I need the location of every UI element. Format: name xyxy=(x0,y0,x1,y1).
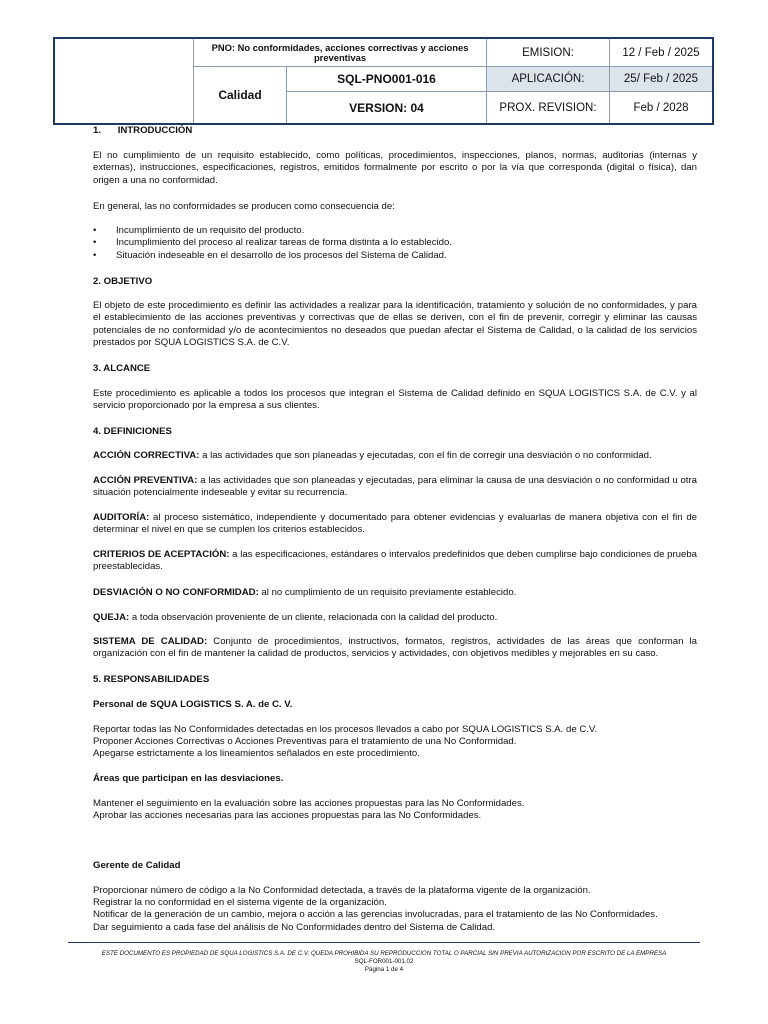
definition-term: CRITERIOS DE ACEPTACIÓN: xyxy=(93,549,230,560)
gerente-line: Notificar de la generación de un cambio, mejora o acción a las gerencias involucradas, para el tratamiento de las No Conformidades. xyxy=(93,909,658,920)
aplicacion-value-cell xyxy=(609,66,712,91)
section-responsabilidades-heading: 5. RESPONSABILIDADES xyxy=(93,674,210,685)
revision-label: PROX. REVISION: xyxy=(499,101,597,114)
definition-term: QUEJA: xyxy=(93,612,130,623)
definition-item xyxy=(93,636,697,661)
department-label: Calidad xyxy=(218,88,262,102)
list-item-text: Incumplimiento de un requisito del producto. xyxy=(116,225,305,236)
definition-term: ACCIÓN CORRECTIVA: xyxy=(93,450,200,461)
definition-text: a las actividades que son planeadas y ejecutadas, para eliminar la causa de una desviación o no conformidad u otra situación potencialmente indeseable y evitar su recurrencia. xyxy=(93,475,697,499)
list-item xyxy=(93,250,452,262)
logo-area xyxy=(55,39,193,123)
footer-page-number: Página 1 de 4 xyxy=(364,966,404,973)
objetivo-paragraph: El objeto de este procedimiento es definir las actividades a realizar para la identificación, tratamiento y solución de no conformidades, y para el establecimiento de las acciones preventivas y correctivas que de ellas se deriven, con el fin de prevenir, corregir y eliminar las causas potenciales de no conformidad y/o de acontecimientos no deseados que puedan afectar el Sistema de Calidad, o la calidad de los servicios prestados por SQUA LOGISTICS S.A. de C.V. xyxy=(93,300,697,349)
version-cell xyxy=(286,91,486,123)
definition-item xyxy=(93,512,697,537)
definition-text: a toda observación proveniente de un cliente, relacionada con la calidad del producto. xyxy=(129,612,498,623)
definition-term: ACCIÓN PREVENTIVA: xyxy=(93,475,198,486)
definition-item xyxy=(93,475,697,500)
revision-label-cell xyxy=(486,91,609,123)
section-objetivo-heading: 2. OBJETIVO xyxy=(93,276,153,287)
emision-value-cell xyxy=(609,39,712,66)
definition-item xyxy=(93,549,697,574)
aplicacion-label-cell xyxy=(486,66,609,91)
gerente-line: Registrar la no conformidad en el sistema vigente de la organización. xyxy=(93,897,387,908)
intro-paragraph-1: El no cumplimiento de un requisito establecido, como políticas, procedimientos, inspecciones, planos, normas, auditorias (internas y externas), instrucciones, especificaciones, registros, emitidos formalmente por escrito o por la vía que corresponda (digital o física), dan origen a una no conformidad. xyxy=(93,150,697,186)
section-definiciones-heading: 4. DEFINICIONES xyxy=(93,426,172,437)
gerente-line: Dar seguimiento a cada fase del análisis de No Conformidades dentro del Sistema de Calidad. xyxy=(93,922,496,933)
footer-notice: ESTE DOCUMENTO ES PROPIEDAD DE SQUA LOGISTICS S.A. DE C.V. QUEDA PROHIBIDA SU REPRODUCCION TOTAL O PARCIAL SIN PREVIA AUTORIZACION POR ESCRITO DE LA EMPRESA xyxy=(101,950,667,957)
definition-text: Conjunto de procedimientos, instructivos, formatos, registros, actividades de las áreas que conforman la organización con el fin de mantener la calidad de productos, servicios y actividades, con objetivos medibles y mejorables en su caso. xyxy=(93,636,697,660)
definition-text: a las actividades que son planeadas y ejecutadas, con el fin de corregir una desviación o no conformidad. xyxy=(199,450,652,461)
footer-form-code: SQL-FOR001-001.02 xyxy=(354,958,414,965)
emision-label: EMISION: xyxy=(522,46,574,59)
list-item-text: Situación indeseable en el desarrollo de los procesos del Sistema de Calidad. xyxy=(116,249,447,261)
definition-term: SISTEMA DE CALIDAD: xyxy=(93,636,208,647)
aplicacion-value: 25/ Feb / 2025 xyxy=(623,73,699,85)
revision-value: Feb / 2028 xyxy=(633,101,689,114)
bullet-icon: • xyxy=(93,225,97,236)
gerente-line: Proporcionar número de código a la No Conformidad detectada, a través de la plataforma vigente de la organización. xyxy=(93,885,591,896)
section-intro-title: INTRODUCCIÓN xyxy=(117,125,193,136)
aplicacion-label: APLICACIÓN: xyxy=(511,73,585,85)
bullet-icon: • xyxy=(93,249,97,261)
list-item-text: Incumplimiento del proceso al realizar tareas de forma distinta a lo establecido. xyxy=(116,237,452,249)
definition-item xyxy=(93,587,697,599)
document-title-text: PNO: No conformidades, acciones correctivas y acciones preventivas xyxy=(211,41,469,63)
definition-text: al no cumplimiento de un requisito previamente establecido. xyxy=(258,587,517,598)
areas-line: Mantener el seguimiento en la evaluación sobre las acciones propuestas para las No Conformidades. xyxy=(93,798,525,809)
personal-subheading: Personal de SQUA LOGISTICS S. A. de C. V. xyxy=(93,699,293,710)
definition-term: AUDITORÍA: xyxy=(93,512,150,523)
list-item xyxy=(93,225,452,237)
intro-paragraph-2: En general, las no conformidades se producen como consecuencia de: xyxy=(93,201,395,212)
document-code: SQL-PNO001-016 xyxy=(337,72,436,86)
section-intro-heading xyxy=(93,125,192,136)
definition-text: a las especificaciones, estándares o intervalos predefinidos que deben cumplirse bajo condiciones de prueba preestablecidas. xyxy=(93,549,697,573)
personal-line: Reportar todas las No Conformidades detectadas en los procesos llevados a cabo por SQUA LOGISTICS S.A. de C.V. xyxy=(93,724,598,735)
intro-bullet-list xyxy=(93,225,452,262)
footer-divider xyxy=(68,942,700,943)
document-title-cell xyxy=(193,39,486,66)
alcance-paragraph: Este procedimiento es aplicable a todos los procesos que integran el Sistema de Calidad definido en SQUA LOGISTICS S.A. de C.V. y al servicio proporcionado por la empresa a sus clientes. xyxy=(93,388,697,412)
definition-term: DESVIACIÓN O NO CONFORMIDAD: xyxy=(93,587,259,598)
areas-line: Aprobar las acciones necesarias para las acciones propuestas para las No Conformidades. xyxy=(93,810,482,821)
gerente-subheading: Gerente de Calidad xyxy=(93,860,181,871)
department-cell xyxy=(193,66,286,123)
definition-item xyxy=(93,612,697,624)
document-code-cell xyxy=(286,66,486,91)
document-header xyxy=(53,37,714,125)
definition-text: al proceso sistemático, independiente y documentado para obtener evidencias y evaluarlas de manera objetiva con el fin de determinar el nivel en que se cumplen los criterios establecidos. xyxy=(93,512,697,536)
list-item xyxy=(93,237,452,249)
areas-subheading: Áreas que participan en las desviaciones. xyxy=(93,773,284,784)
section-intro-number: 1. xyxy=(93,125,102,136)
definition-item xyxy=(93,450,697,462)
revision-value-cell xyxy=(609,91,712,123)
personal-line: Proponer Acciones Correctivas o Acciones Preventivas para el tratamiento de una No Conformidad. xyxy=(93,736,517,747)
section-alcance-heading: 3. ALCANCE xyxy=(93,363,151,374)
bullet-icon: • xyxy=(93,237,97,249)
emision-label-cell xyxy=(486,39,609,66)
personal-line: Apegarse estrictamente a los lineamientos señalados en este procedimiento. xyxy=(93,748,420,759)
version-label: VERSION: 04 xyxy=(349,100,424,115)
emision-value: 12 / Feb / 2025 xyxy=(622,46,700,59)
